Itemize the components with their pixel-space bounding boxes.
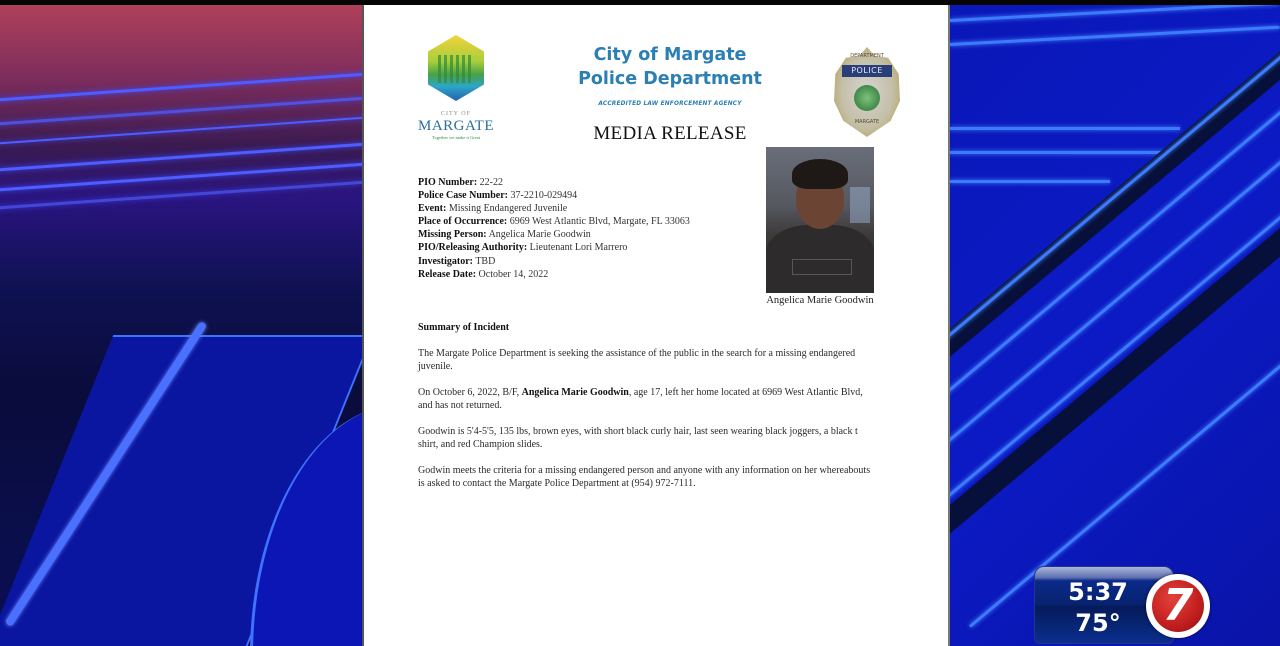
field-label: Place of Occurrence: [418, 216, 508, 228]
light-streak [0, 177, 362, 212]
field-value: Lieutenant Lori Marrero [529, 242, 628, 254]
field-event [418, 202, 690, 215]
summary-name-bold: Angelica Marie Goodwin [521, 387, 629, 398]
media-release-document [362, 5, 950, 646]
summary-paragraph-1: The Margate Police Department is seeking the assistance of the public in the search for a missing endangered juvenile. [418, 348, 856, 372]
title-line-2: Police Department [578, 69, 762, 89]
summary-text: On October 6, 2022, B/F, [418, 387, 522, 398]
light-streak [950, 180, 1110, 183]
field-value: 37-2210-029494 [510, 190, 578, 202]
field-value: October 14, 2022 [478, 268, 549, 280]
field-label: Missing Person: [418, 229, 487, 241]
photo-hair [792, 159, 848, 189]
light-streak [950, 26, 1280, 46]
light-streak [0, 69, 362, 104]
field-pio-number [418, 176, 690, 189]
case-details [418, 176, 690, 281]
top-black-bar [0, 0, 1280, 5]
field-label: PIO/Releasing Authority: [418, 242, 528, 254]
channel-number: 7 [1152, 580, 1204, 632]
field-label: Release Date: [418, 268, 477, 280]
summary-heading: Summary of Incident [418, 322, 510, 333]
field-missing-person [418, 228, 690, 241]
field-police-case-number [418, 189, 690, 202]
city-logo-pillars [438, 55, 474, 83]
field-value: Missing Endangered Juvenile [448, 203, 568, 215]
background-right-graphic [950, 5, 1280, 646]
photo-hoodie-print [792, 259, 852, 275]
light-streak [950, 151, 1180, 154]
light-streak [0, 93, 362, 128]
city-of-margate-logo [416, 35, 496, 139]
shadow-band [950, 33, 1280, 384]
summary-paragraph-2 [418, 386, 878, 412]
background-left-graphic [0, 5, 362, 646]
city-logo-name: MARGATE [417, 118, 494, 134]
clock-time: 5:37 [1068, 578, 1128, 606]
station-bug [1034, 566, 1210, 644]
city-logo-city-of: CITY OF [441, 111, 471, 117]
document-title [550, 43, 790, 91]
media-release-heading: MEDIA RELEASE [593, 123, 747, 144]
channel-7-logo-icon [1146, 574, 1210, 638]
incident-summary [418, 321, 878, 503]
accreditation-subtitle: ACCREDITED LAW ENFORCEMENT AGENCY [598, 101, 742, 107]
field-label: Investigator: [418, 255, 473, 267]
badge-bottom-text: MARGATE [854, 119, 880, 125]
police-badge-icon [830, 41, 904, 139]
field-label: Police Case Number: [418, 190, 508, 202]
badge-ribbon: POLICE [842, 65, 892, 77]
field-releasing-authority [418, 241, 690, 254]
city-logo-tagline: Together we make it Great [432, 135, 480, 140]
summary-paragraph-4: Godwin meets the criteria for a missing endangered person and anyone with any information on her whereabouts is asked to contact the Margate Police Department at (954) 972-7111. [418, 465, 871, 489]
badge-top-text: DEPARTMENT [850, 53, 884, 59]
photo-background-window [850, 187, 870, 223]
summary-paragraph-3: Goodwin is 5'4-5'5, 135 lbs, brown eyes, with short black curly hair, last seen wearing black joggers, a black t shirt, and red Champion slides. [418, 426, 858, 450]
summary-text: , age 17, left her home located at 6969 West Atlantic Blvd, and has not returned. [418, 387, 863, 411]
field-value: Angelica Marie Goodwin [488, 229, 591, 241]
field-value: TBD [475, 255, 496, 267]
badge-seal-icon [854, 85, 880, 111]
field-release-date [418, 268, 690, 281]
field-investigator [418, 255, 690, 268]
temperature: 75° [1075, 609, 1121, 637]
field-value: 22-22 [479, 177, 504, 188]
missing-person-photo [766, 147, 874, 293]
photo-caption: Angelica Marie Goodwin [766, 295, 874, 306]
field-value: 6969 West Atlantic Blvd, Margate, FL 33063 [509, 216, 690, 228]
title-line-1: City of Margate [593, 45, 747, 65]
field-label: PIO Number: [418, 177, 478, 188]
shadow-band [950, 193, 1280, 544]
light-streak [950, 127, 1180, 130]
field-place-of-occurrence [418, 215, 690, 228]
field-label: Event: [418, 203, 447, 215]
light-streak [950, 5, 1280, 22]
